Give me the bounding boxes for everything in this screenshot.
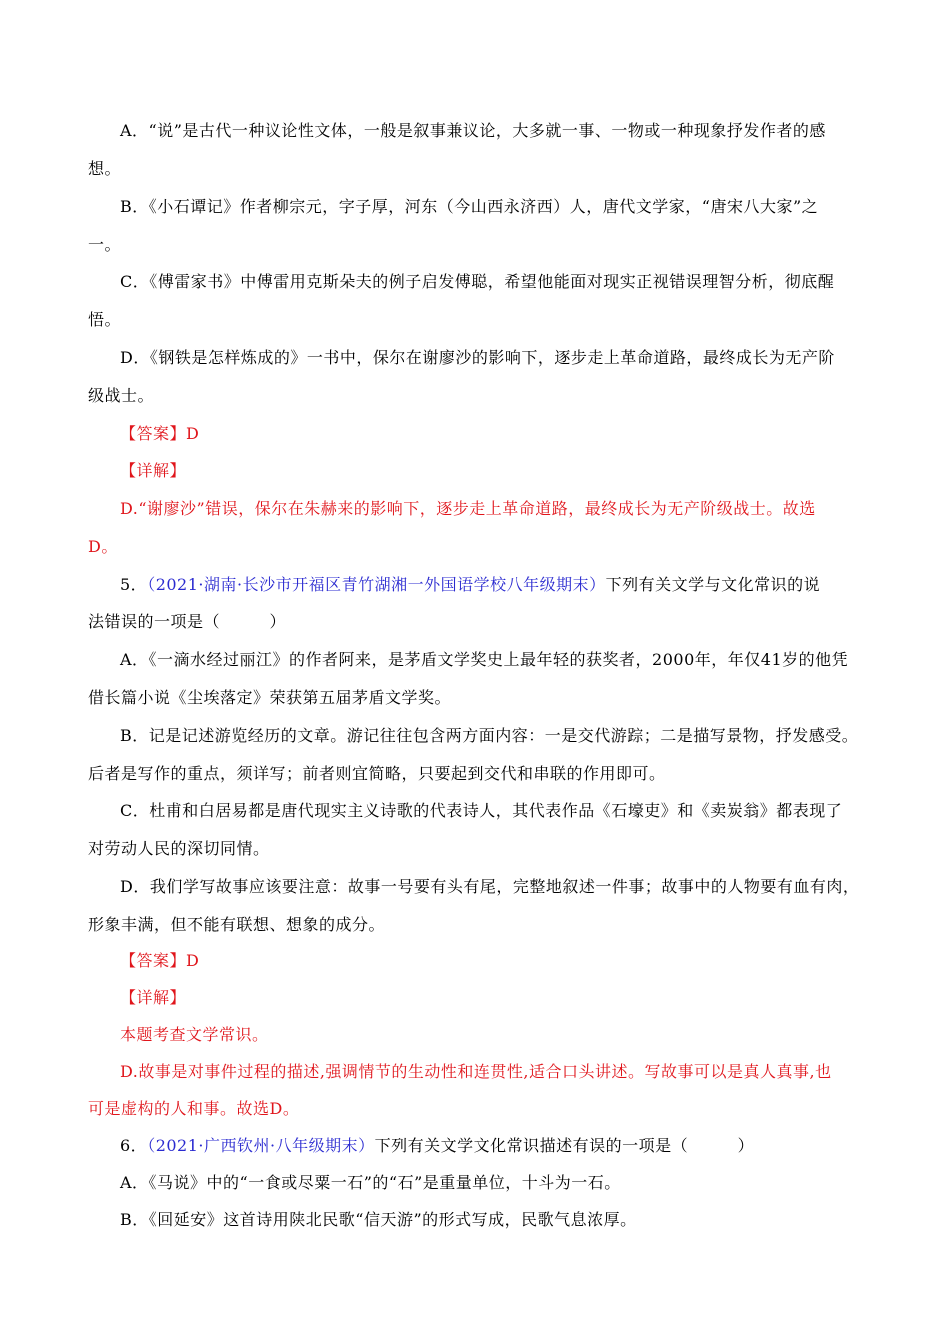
q6-stem-text: 下列有关文学文化常识描述有误的一项是（ ） (374, 1136, 755, 1155)
q5-option-d-line1: D．我们学写故事应该要注意：故事一号要有头有尾，完整地叙述一件事；故事中的人物要有血有肉， (120, 877, 860, 896)
answer-value: D (186, 951, 200, 970)
q5-option-d-line2: 形象丰满，但不能有联想、想象的成分。 (88, 915, 386, 934)
q6-stem (120, 1136, 754, 1156)
q5-answer (120, 951, 199, 971)
q5-option-c-line2: 对劳动人民的深切同情。 (88, 839, 270, 858)
q5-detail-line3: 可是虚构的人和事。故选D。 (88, 1099, 300, 1118)
q6-option-b: B．《回延安》这首诗用陕北民歌“信天游”的形式写成，民歌气息浓厚。 (120, 1210, 637, 1229)
q6-source: （2021·广西钦州·八年级期末） (147, 1136, 375, 1155)
q4-option-d-line2: 级战士。 (88, 386, 155, 405)
q5-option-b-line1: B．记是记述游览经历的文章。游记往往包含两方面内容：一是交代游踪；二是描写景物，抒发感受。 (120, 726, 859, 745)
detail-label: 【详解】 (120, 461, 187, 480)
q4-option-a-line2: 想。 (88, 159, 122, 178)
q6-option-a: A．《马说》中的“一食或尽粟一石”的“石”是重量单位，十斗为一石。 (120, 1173, 621, 1192)
q4-answer (120, 424, 199, 444)
q5-detail-label (120, 988, 186, 1008)
q5-source: （2021·湖南·长沙市开福区青竹湖湘一外国语学校八年级期末） (147, 575, 606, 594)
q5-option-c-line1: C．杜甫和白居易都是唐代现实主义诗歌的代表诗人，其代表作品《石壕吏》和《卖炭翁》都表现了 (120, 801, 843, 820)
q5-stem-line1 (120, 575, 820, 595)
q5-detail-line1: 本题考查文学常识。 (120, 1025, 269, 1044)
q5-option-a-line1: A．《一滴水经过丽江》的作者阿来，是茅盾文学奖史上最年轻的获奖者，2000年，年仅41岁的他凭 (120, 650, 849, 669)
detail-label: 【详解】 (120, 988, 187, 1007)
q4-option-c-line1: C．《傅雷家书》中傅雷用克斯朵夫的例子启发傅聪，希望他能面对现实正视错误理智分析，彻底醒 (120, 272, 835, 291)
q5-detail-line2: D.故事是对事件过程的描述,强调情节的生动性和连贯性,适合口头讲述。写故事可以是真人真事,也 (120, 1062, 832, 1081)
q4-option-b-line2: 一。 (88, 235, 122, 254)
q5-stem-text: 下列有关文学与文化常识的说 (605, 575, 821, 594)
q4-detail-line1: D.“谢廖沙”错误，保尔在朱赫来的影响下，逐步走上革命道路，最终成长为无产阶级战士。故选 (120, 499, 816, 518)
q4-option-c-line2: 悟。 (88, 310, 122, 329)
q5-option-a-line2: 借长篇小说《尘埃落定》荣获第五届茅盾文学奖。 (88, 688, 452, 707)
q5-stem-line2: 法错误的一项是（ ） (88, 612, 287, 631)
q6-number: 6． (120, 1136, 148, 1155)
q4-option-d-line1: D．《钢铁是怎样炼成的》一书中，保尔在谢廖沙的影响下，逐步走上革命道路，最终成长为无产阶 (120, 348, 835, 367)
q4-option-b-line1: B．《小石谭记》作者柳宗元，字子厚，河东（今山西永济西）人，唐代文学家，“唐宋八大家”之 (120, 197, 819, 216)
answer-label: 【答案】 (120, 951, 187, 970)
q4-detail-label (120, 461, 186, 481)
q4-option-a-line1: A．“说”是古代一种议论性文体，一般是叙事兼议论，大多就一事、一物或一种现象抒发作者的感 (120, 121, 826, 140)
answer-label: 【答案】 (120, 424, 187, 443)
q4-detail-line2: D。 (88, 537, 118, 556)
q5-option-b-line2: 后者是写作的重点，须详写；前者则宜简略，只要起到交代和串联的作用即可。 (88, 764, 666, 783)
answer-value: D (186, 424, 200, 443)
q5-number: 5． (120, 575, 148, 594)
